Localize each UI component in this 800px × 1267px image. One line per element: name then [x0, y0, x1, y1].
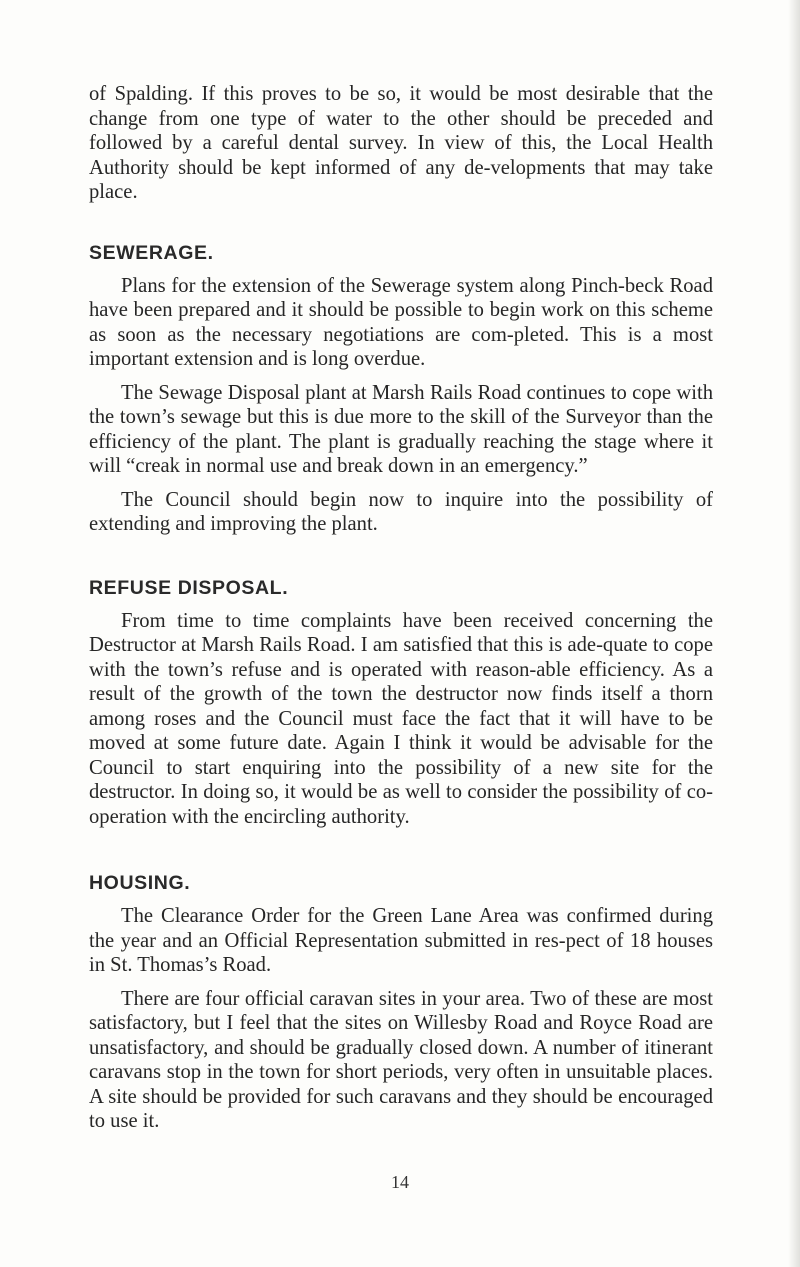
sewerage-paragraph-1: Plans for the extension of the Sewerage system along Pinch-beck Road have been prepared and it should be possible to begin work on this scheme as soon as the necessary negotiations are com-pleted. This is a most important extension and is long overdue. [89, 274, 713, 370]
page-edge-shadow [788, 0, 800, 1267]
refuse-disposal-heading: REFUSE DISPOSAL. [89, 576, 289, 599]
intro-paragraph: of Spalding. If this proves to be so, it would be most desirable that the change from one type of water to the other should be preceded and followed by a careful dental survey. In view of this, the Local Health Authority should be kept informed of any de-velopments that may take place. [89, 83, 713, 203]
sewerage-paragraph-2: The Sewage Disposal plant at Marsh Rails Road continues to cope with the town’s sewage but this is due more to the skill of the Surveyor than the efficiency of the plant. The plant is gradually reaching the stage where it will “creak in normal use and break down in an emergency.” [89, 381, 713, 477]
housing-paragraph-1: The Clearance Order for the Green Lane Area was confirmed during the year and an Official Representation submitted in res-pect of 18 houses in St. Thomas’s Road. [89, 905, 713, 976]
sewerage-heading: SEWERAGE. [89, 241, 214, 264]
sewerage-paragraph-3: The Council should begin now to inquire into the possibility of extending and improving the plant. [89, 488, 713, 535]
document-page [89, 82, 713, 1134]
housing-heading: HOUSING. [89, 872, 191, 894]
page-number: 14 [391, 1172, 409, 1192]
refuse-paragraph-1: From time to time complaints have been received concerning the Destructor at Marsh Rails Road. I am satisfied that this is ade-quate to cope with the town’s refuse and is operated with reason-able efficiency. As a result of the growth of the town the destructor now finds itself a thorn among roses and the Council must face the fact that it will have to be moved at some future date. Again I think it would be advisable for the Council to start enquiring into the possibility of a new site for the destructor. In doing so, it would be as well to consider the possibility of co-operation with the encircling authority. [89, 609, 713, 828]
housing-paragraph-2: There are four official caravan sites in your area. Two of these are most satisfactory, but I feel that the sites on Willesby Road and Royce Road are unsatisfactory, and should be gradually closed down. A number of itinerant caravans stop in the town for short periods, very often in unsuitable places. A site should be provided for such caravans and they should be encouraged to use it. [89, 987, 713, 1132]
